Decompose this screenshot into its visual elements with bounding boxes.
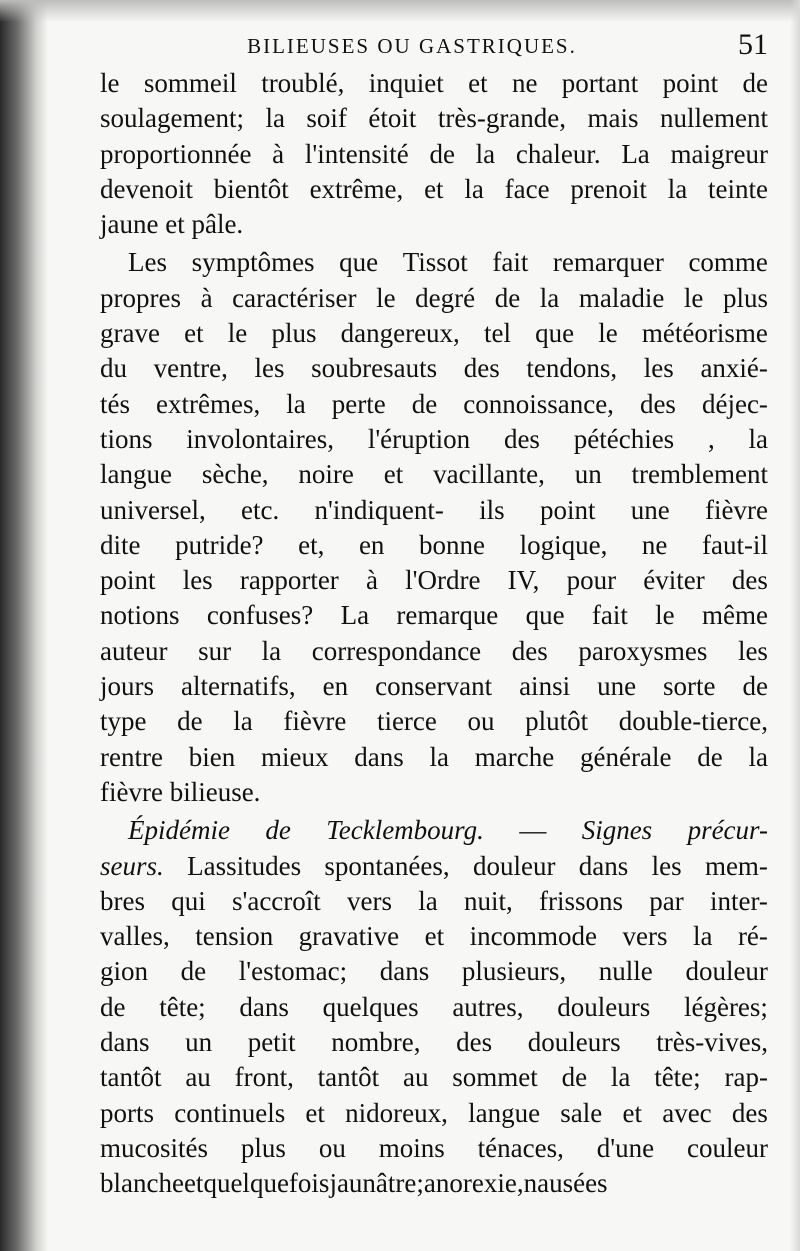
- word: sale: [560, 1097, 603, 1128]
- right-edge-shadow: [790, 0, 800, 1251]
- word: en: [322, 671, 349, 702]
- word: soif: [306, 103, 347, 134]
- word: incommode: [469, 921, 598, 952]
- word: dans: [100, 1027, 150, 1058]
- text-line: [100, 281, 768, 316]
- word: maladie: [578, 282, 665, 313]
- word: fièvre: [705, 494, 768, 525]
- word: bientôt: [213, 173, 289, 204]
- word: grave: [100, 318, 160, 349]
- word: seurs.: [100, 850, 164, 881]
- text-line: [100, 493, 768, 528]
- word: plusieurs,: [461, 956, 567, 987]
- word: moins: [378, 1132, 445, 1163]
- word: proportionnée: [100, 138, 252, 169]
- word: s'accroît: [231, 885, 321, 916]
- text-line: [100, 351, 768, 386]
- page-number: 51: [738, 28, 768, 61]
- word: faut-il: [701, 529, 768, 560]
- word: Tissot: [402, 247, 468, 278]
- word: bien: [188, 741, 236, 772]
- word: de: [429, 138, 455, 169]
- word: noire: [298, 459, 354, 490]
- word: fait: [492, 247, 529, 278]
- word: rapporter: [239, 565, 339, 596]
- word: de: [100, 991, 126, 1022]
- word: sommeil: [143, 68, 237, 98]
- word: la: [692, 921, 713, 952]
- word: nulle: [598, 956, 653, 987]
- word: Les: [128, 247, 167, 278]
- top-edge-shadow: [0, 0, 800, 22]
- word: ne: [511, 68, 538, 98]
- word: quelquefois: [203, 1168, 330, 1199]
- word: sommet: [452, 1062, 538, 1093]
- word: Signes: [581, 815, 653, 846]
- word: tés: [100, 388, 130, 419]
- word: jaune et pâle.: [100, 209, 244, 240]
- word: marche: [474, 741, 555, 772]
- word: pour: [566, 565, 617, 596]
- word: tension: [195, 921, 274, 952]
- word: de: [180, 956, 207, 987]
- text-line: [100, 669, 768, 704]
- word: l'estomac;: [238, 956, 348, 987]
- text-line: [100, 954, 768, 989]
- word: dans: [578, 850, 629, 881]
- word: langue: [468, 1097, 541, 1128]
- word: langue: [100, 459, 172, 490]
- word: tions: [100, 423, 153, 454]
- word: ils: [479, 494, 505, 525]
- word: maigreur: [670, 138, 768, 169]
- word: au: [185, 1062, 211, 1093]
- word: d'une: [596, 1132, 655, 1163]
- word: nidoreux,: [345, 1097, 448, 1128]
- word: front,: [234, 1062, 294, 1093]
- word: tel: [483, 318, 511, 349]
- word: de: [265, 815, 291, 846]
- word: soulagement;: [100, 103, 244, 134]
- word: Épidémie: [128, 815, 230, 846]
- word: ténaces,: [477, 1132, 564, 1163]
- word: notions: [100, 600, 180, 631]
- word: douleur: [685, 956, 768, 987]
- word: la: [464, 173, 484, 204]
- word: jours: [100, 671, 154, 702]
- word: propres: [100, 282, 181, 313]
- word: la: [539, 282, 560, 313]
- word: vers: [622, 921, 668, 952]
- text-line: [100, 422, 768, 457]
- word: troublé,: [261, 68, 345, 98]
- word: type: [100, 706, 147, 737]
- text-line: [100, 849, 768, 884]
- binding-shadow: [0, 0, 48, 1251]
- text-line: [100, 598, 768, 633]
- word: ventre,: [153, 353, 228, 384]
- word: des: [463, 353, 500, 384]
- word: l'intensité: [304, 138, 409, 169]
- word: une: [630, 494, 670, 525]
- word: ,: [707, 423, 715, 454]
- word: inter-: [709, 885, 768, 916]
- word: des: [503, 423, 540, 454]
- word: la: [233, 706, 253, 737]
- word: légères;: [683, 991, 768, 1022]
- text-line: [100, 563, 768, 598]
- word: l'Ordre: [405, 565, 481, 596]
- word: douleurs: [527, 1027, 621, 1058]
- text-line: [100, 387, 768, 422]
- word: ports: [100, 1097, 154, 1128]
- word: au: [402, 1062, 429, 1093]
- word: de: [561, 1062, 588, 1093]
- word: autres,: [452, 991, 524, 1022]
- text-line: [100, 990, 768, 1025]
- word: Tecklembourg.: [326, 815, 484, 846]
- word: dangereux,: [340, 318, 460, 349]
- word: très-grande,: [437, 103, 567, 134]
- word: nuit,: [463, 885, 513, 916]
- word: la: [748, 423, 768, 454]
- word: le: [227, 318, 248, 349]
- word: la: [748, 741, 768, 772]
- word: le: [655, 600, 675, 631]
- word: tête;: [654, 1062, 701, 1093]
- word: que: [339, 247, 379, 278]
- text-line: [100, 172, 768, 207]
- word: nausées: [523, 1168, 608, 1199]
- word: chaleur.: [515, 138, 601, 169]
- word: tendons,: [526, 353, 618, 384]
- text-line: [100, 1166, 768, 1201]
- word: la: [418, 885, 438, 916]
- word: le: [376, 282, 396, 313]
- text-line: [100, 634, 768, 669]
- word: qui: [171, 885, 206, 916]
- word: les: [182, 565, 213, 596]
- body-text: [100, 66, 768, 1202]
- word: fièvre bilieuse.: [100, 776, 261, 807]
- word: la: [475, 138, 496, 169]
- word: déjec-: [701, 388, 768, 419]
- word: ou: [467, 706, 495, 737]
- word: de: [494, 282, 521, 313]
- word: ou: [318, 1132, 346, 1163]
- word: putride?: [175, 529, 264, 560]
- text-line: [100, 740, 768, 775]
- text-line: [100, 528, 768, 563]
- word: La: [340, 600, 370, 631]
- word: plus: [240, 1132, 286, 1163]
- word: des: [511, 635, 548, 666]
- word: paroxysmes: [578, 635, 708, 666]
- word: des: [456, 1027, 493, 1058]
- word: continuels: [174, 1097, 286, 1128]
- word: Lassitudes: [187, 850, 302, 881]
- word: etc.: [241, 494, 280, 525]
- word: plus: [271, 318, 317, 349]
- word: douleur: [472, 850, 556, 881]
- word: et: [424, 173, 444, 204]
- word: la: [610, 1062, 631, 1093]
- word: comme: [688, 247, 768, 278]
- word: gion: [100, 956, 149, 987]
- word: en: [358, 529, 385, 560]
- word: bres: [100, 885, 145, 916]
- word: dans: [239, 991, 289, 1022]
- word: douleurs: [557, 991, 651, 1022]
- word: que: [525, 600, 565, 631]
- word: rentre: [100, 741, 163, 772]
- word: anorexie,: [423, 1168, 524, 1199]
- word: le: [683, 282, 704, 313]
- word: et: [383, 459, 404, 490]
- word: n'indiquent-: [314, 494, 444, 525]
- word: ne: [641, 529, 668, 560]
- word: des: [731, 1097, 768, 1128]
- word: de: [697, 741, 723, 772]
- text-line: [100, 1060, 768, 1095]
- word: que: [535, 318, 575, 349]
- word: remarquer: [552, 247, 664, 278]
- word: et: [622, 1097, 642, 1128]
- word: du: [100, 353, 127, 384]
- word: gravative: [298, 921, 400, 952]
- word: ré-: [737, 921, 768, 952]
- word: mais: [587, 103, 639, 134]
- word: l'éruption: [367, 423, 471, 454]
- paragraph: [100, 813, 768, 1201]
- word: tantôt: [100, 1062, 162, 1093]
- word: vacillante,: [433, 459, 545, 490]
- word: précur-: [687, 815, 768, 846]
- word: ainsi: [519, 671, 571, 702]
- word: anxié-: [700, 353, 768, 384]
- word: quelques: [322, 991, 419, 1022]
- word: et,: [298, 529, 325, 560]
- word: petit: [247, 1027, 296, 1058]
- word: les: [643, 353, 674, 384]
- word: sorte: [663, 671, 716, 702]
- word: dite: [100, 529, 141, 560]
- word: pétéchies: [573, 423, 675, 454]
- word: point: [662, 68, 719, 98]
- word: de: [177, 706, 203, 737]
- word: extrêmes,: [156, 388, 261, 419]
- word: de: [411, 388, 438, 419]
- page-header: [100, 28, 768, 64]
- word: la: [667, 173, 688, 204]
- word: auteur: [100, 635, 168, 666]
- word: nullement: [659, 103, 768, 134]
- word: tête;: [159, 991, 206, 1022]
- word: IV,: [507, 565, 540, 596]
- word: des: [731, 565, 768, 596]
- word: teinte: [708, 173, 768, 204]
- word: le: [100, 68, 120, 98]
- word: mem-: [704, 850, 768, 881]
- word: à: [272, 138, 285, 169]
- word: générale: [580, 741, 672, 772]
- word: et: [183, 1168, 204, 1199]
- word: les: [651, 850, 682, 881]
- word: plus: [722, 282, 768, 313]
- text-line: [100, 457, 768, 492]
- word: symptômes: [191, 247, 315, 278]
- word: tierce: [376, 706, 437, 737]
- paragraph: [100, 245, 768, 810]
- word: et: [468, 68, 488, 98]
- word: le: [598, 318, 618, 349]
- word: remarque: [396, 600, 499, 631]
- text-line: [100, 316, 768, 351]
- word: inquiet: [368, 68, 444, 98]
- word: soubresauts: [311, 353, 438, 384]
- text-line: [100, 101, 768, 136]
- word: sèche,: [201, 459, 269, 490]
- word: étoit: [368, 103, 417, 134]
- text-line: [100, 207, 768, 242]
- word: fait: [591, 600, 628, 631]
- text-line: [100, 884, 768, 919]
- word: confuses?: [206, 600, 314, 631]
- word: prenoit: [570, 173, 647, 204]
- word: et: [424, 921, 445, 952]
- text-line: [100, 704, 768, 739]
- word: extrême,: [309, 173, 404, 204]
- running-head: BILIEUSES OU GASTRIQUES.: [247, 34, 577, 58]
- word: dans: [354, 741, 404, 772]
- word: rap-: [724, 1062, 768, 1093]
- word: de: [742, 68, 768, 98]
- word: devenoit: [100, 173, 193, 204]
- word: logique,: [519, 529, 608, 560]
- word: involontaires,: [186, 423, 335, 454]
- word: point: [100, 565, 156, 596]
- word: un: [185, 1027, 213, 1058]
- word: alternatifs,: [180, 671, 296, 702]
- word: la: [429, 741, 450, 772]
- text-line: [100, 775, 768, 810]
- word: des: [639, 388, 676, 419]
- word: jaunâtre;: [329, 1168, 424, 1199]
- word: la: [265, 103, 285, 134]
- text-line: [100, 245, 768, 280]
- text-line: [100, 1025, 768, 1060]
- word: même: [701, 600, 768, 631]
- word: face: [504, 173, 550, 204]
- word: avec: [662, 1097, 712, 1128]
- word: mucosités: [100, 1132, 208, 1163]
- word: par: [649, 885, 684, 916]
- word: plutôt: [525, 706, 589, 737]
- word: et: [184, 318, 204, 349]
- word: point: [539, 494, 596, 525]
- word: degré: [415, 282, 476, 313]
- word: La: [621, 138, 650, 169]
- word: spontanées,: [324, 850, 450, 881]
- word: à: [200, 282, 213, 313]
- word: correspondance: [311, 635, 482, 666]
- word: la: [261, 635, 282, 666]
- text-line: [100, 66, 768, 101]
- word: un: [574, 459, 602, 490]
- text-line: [100, 1096, 768, 1131]
- word: très-vives,: [656, 1027, 768, 1058]
- word: les: [254, 353, 285, 384]
- word: frissons: [538, 885, 623, 916]
- word: connoissance,: [463, 388, 614, 419]
- word: portant: [561, 68, 639, 98]
- word: couleur: [687, 1132, 768, 1163]
- word: perte: [331, 388, 386, 419]
- text-line: [100, 1131, 768, 1166]
- word: universel,: [100, 494, 206, 525]
- word: tremblement: [631, 459, 768, 490]
- word: à: [365, 565, 378, 596]
- word: météorisme: [641, 318, 768, 349]
- word: de: [742, 671, 768, 702]
- paragraph: [100, 66, 768, 242]
- word: une: [597, 671, 637, 702]
- word: nombre,: [331, 1027, 421, 1058]
- word: sur: [198, 635, 232, 666]
- word: —: [519, 815, 547, 846]
- word: dans: [379, 956, 430, 987]
- word: et: [305, 1097, 325, 1128]
- word: caractériser: [232, 282, 357, 313]
- word: les: [737, 635, 768, 666]
- word: valles,: [100, 921, 170, 952]
- word: double-tierce,: [618, 706, 768, 737]
- text-line: [100, 137, 768, 172]
- word: la: [286, 388, 306, 419]
- text-line: [100, 813, 768, 848]
- word: tantôt: [317, 1062, 380, 1093]
- text-line: [100, 919, 768, 954]
- word: éviter: [643, 565, 705, 596]
- word: fièvre: [283, 706, 347, 737]
- word: mieux: [260, 741, 329, 772]
- word: blanche: [100, 1168, 184, 1199]
- word: bonne: [419, 529, 485, 560]
- word: vers: [347, 885, 393, 916]
- word: conservant: [375, 671, 493, 702]
